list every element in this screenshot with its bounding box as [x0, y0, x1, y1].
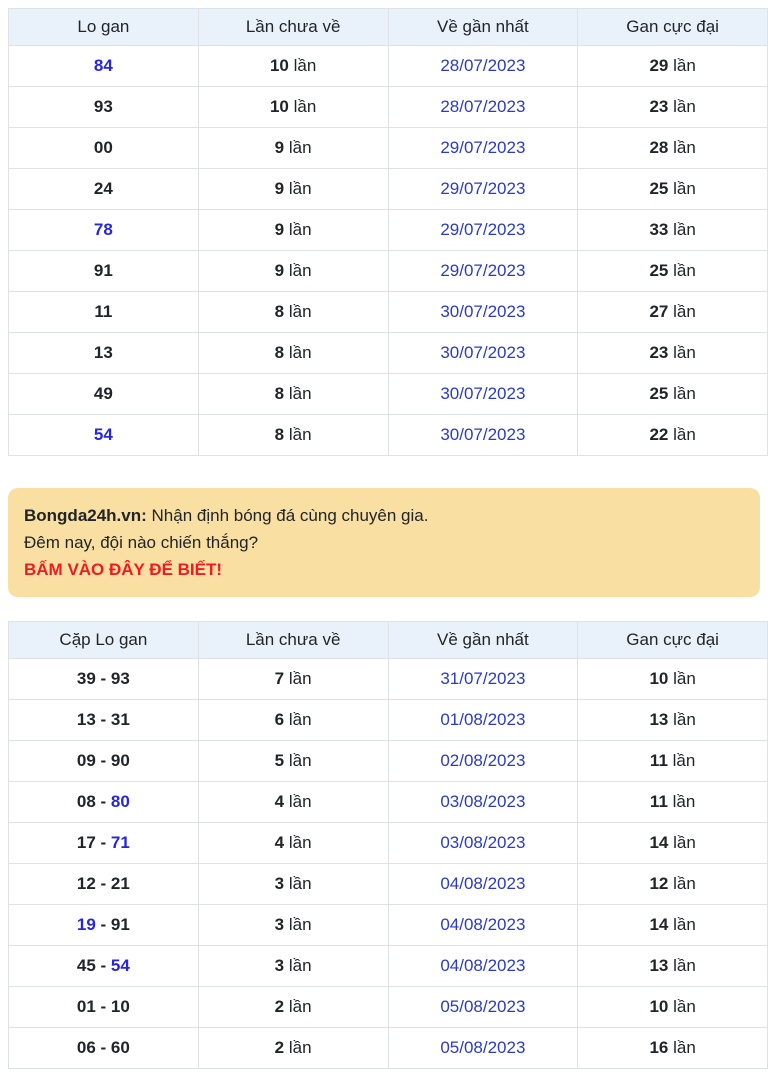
table-row — [9, 169, 768, 210]
max-gan-value: 11 — [649, 792, 668, 811]
times-value: 8 — [274, 302, 285, 321]
times-value: 9 — [274, 138, 285, 157]
last-return-date-cell — [388, 415, 578, 456]
lo-gan-cell — [9, 987, 199, 1028]
max-gan-value: 33 — [649, 220, 669, 239]
last-return-date-cell — [388, 251, 578, 292]
last-return-date-cell — [388, 46, 578, 87]
times-value: 5 — [274, 751, 285, 770]
max-gan-value: 25 — [649, 179, 669, 198]
date-link[interactable]: 01/08/2023 — [440, 710, 526, 729]
last-return-date-cell — [388, 700, 578, 741]
pair-separator: - — [95, 751, 111, 770]
max-gan-value: 14 — [649, 833, 669, 852]
lo-gan-number: 06 — [76, 1038, 96, 1057]
pair-separator: - — [95, 833, 111, 852]
table-row — [9, 333, 768, 374]
header-row — [9, 622, 768, 659]
max-gan-cell: 27 lần — [578, 292, 768, 333]
times-not-returned-cell: 3 lần — [198, 905, 388, 946]
pair-separator: - — [95, 915, 111, 934]
max-gan-cell: 25 lần — [578, 251, 768, 292]
last-return-date-cell — [388, 987, 578, 1028]
table-row — [9, 987, 768, 1028]
lo-gan-number-link[interactable]: 19 — [76, 915, 96, 934]
max-gan-value: 22 — [649, 425, 669, 444]
lo-gan-cell — [9, 659, 199, 700]
date-link[interactable]: 02/08/2023 — [440, 751, 526, 770]
lo-gan-number: 13 — [93, 343, 113, 362]
times-not-returned-cell: 4 lần — [198, 782, 388, 823]
last-return-date-cell — [388, 782, 578, 823]
table-row — [9, 782, 768, 823]
table-row — [9, 251, 768, 292]
last-return-date-cell — [388, 823, 578, 864]
max-gan-value: 14 — [649, 915, 669, 934]
promo-line-2: Đêm nay, đội nào chiến thắng? — [24, 533, 259, 552]
last-return-date-cell — [388, 169, 578, 210]
table-row — [9, 210, 768, 251]
max-gan-value: 28 — [649, 138, 669, 157]
date-link[interactable]: 04/08/2023 — [440, 874, 526, 893]
times-value: 8 — [274, 425, 285, 444]
max-gan-cell: 10 lần — [578, 659, 768, 700]
max-gan-cell: 13 lần — [578, 700, 768, 741]
lo-gan-number-link[interactable]: 71 — [110, 833, 130, 852]
lo-gan-number: 39 — [76, 669, 96, 688]
promo-line-1 — [24, 502, 744, 529]
lo-gan-cell — [9, 46, 199, 87]
lo-gan-number: 49 — [93, 384, 113, 403]
times-value: 3 — [274, 915, 285, 934]
date-link[interactable]: 05/08/2023 — [440, 997, 526, 1016]
times-value: 10 — [269, 56, 289, 75]
max-gan-cell: 23 lần — [578, 333, 768, 374]
times-not-returned-cell: 8 lần — [198, 374, 388, 415]
max-gan-cell: 29 lần — [578, 46, 768, 87]
pair-separator: - — [95, 710, 111, 729]
times-not-returned-cell: 3 lần — [198, 864, 388, 905]
max-gan-cell: 10 lần — [578, 987, 768, 1028]
table-row — [9, 659, 768, 700]
date-link[interactable]: 04/08/2023 — [440, 915, 526, 934]
max-gan-value: 23 — [649, 97, 669, 116]
promo-brand: Bongda24h.vn: — [24, 506, 147, 525]
column-header-ve-gan-nhat: Về gần nhất — [388, 9, 578, 46]
max-gan-value: 25 — [649, 261, 669, 280]
date-link[interactable]: 30/07/2023 — [440, 302, 526, 321]
table-row — [9, 905, 768, 946]
max-gan-value: 25 — [649, 384, 669, 403]
times-not-returned-cell: 2 lần — [198, 987, 388, 1028]
header-row — [9, 9, 768, 46]
max-gan-cell: 11 lần — [578, 741, 768, 782]
table-row — [9, 415, 768, 456]
pair-separator: - — [95, 997, 111, 1016]
last-return-date-cell — [388, 87, 578, 128]
lo-gan-number: 01 — [76, 997, 96, 1016]
column-header-ve-gan-nhat: Về gần nhất — [388, 622, 578, 659]
max-gan-value: 11 — [649, 751, 668, 770]
last-return-date-cell — [388, 292, 578, 333]
date-link[interactable]: 29/07/2023 — [440, 220, 526, 239]
lo-gan-cell — [9, 333, 199, 374]
times-value: 2 — [274, 1038, 285, 1057]
lo-gan-number: 45 — [76, 956, 96, 975]
cap-lo-gan-table — [8, 621, 768, 1069]
lo-gan-cell — [9, 210, 199, 251]
lo-gan-number: 91 — [110, 915, 130, 934]
lo-gan-number: 90 — [110, 751, 130, 770]
date-link[interactable]: 03/08/2023 — [440, 792, 526, 811]
table-row — [9, 292, 768, 333]
lo-gan-number: 60 — [110, 1038, 130, 1057]
table-row — [9, 741, 768, 782]
lo-gan-number-link[interactable]: 78 — [93, 220, 113, 239]
times-value: 9 — [274, 261, 285, 280]
pair-separator: - — [95, 669, 111, 688]
lo-gan-cell — [9, 782, 199, 823]
last-return-date-cell — [388, 741, 578, 782]
lo-gan-cell — [9, 374, 199, 415]
times-value: 8 — [274, 343, 285, 362]
lo-gan-number: 12 — [76, 874, 96, 893]
lo-gan-cell — [9, 169, 199, 210]
max-gan-value: 10 — [649, 669, 669, 688]
table-row — [9, 864, 768, 905]
max-gan-cell: 13 lần — [578, 946, 768, 987]
column-header-cap-lo-gan: Cặp Lo gan — [9, 622, 199, 659]
date-link[interactable]: 05/08/2023 — [440, 1038, 526, 1057]
table-row — [9, 700, 768, 741]
times-not-returned-cell: 4 lần — [198, 823, 388, 864]
times-value: 4 — [274, 833, 285, 852]
lo-gan-number: 10 — [110, 997, 130, 1016]
pair-separator: - — [95, 1038, 111, 1057]
max-gan-cell: 25 lần — [578, 374, 768, 415]
times-value: 6 — [274, 710, 285, 729]
lo-gan-number: 00 — [93, 138, 113, 157]
lo-gan-number-link[interactable]: 80 — [110, 792, 130, 811]
max-gan-value: 13 — [649, 710, 669, 729]
lo-gan-number: 11 — [94, 302, 113, 321]
lo-gan-cell — [9, 292, 199, 333]
max-gan-value: 12 — [649, 874, 669, 893]
times-not-returned-cell: 3 lần — [198, 946, 388, 987]
times-not-returned-cell: 8 lần — [198, 333, 388, 374]
times-not-returned-cell: 10 lần — [198, 46, 388, 87]
table-row — [9, 823, 768, 864]
date-link[interactable]: 04/08/2023 — [440, 956, 526, 975]
max-gan-cell: 28 lần — [578, 128, 768, 169]
table-row — [9, 1028, 768, 1069]
lo-gan-cell — [9, 823, 199, 864]
last-return-date-cell — [388, 333, 578, 374]
lo-gan-number-link[interactable]: 54 — [110, 956, 130, 975]
date-link[interactable]: 28/07/2023 — [440, 97, 526, 116]
lo-gan-table-header — [9, 9, 768, 46]
times-not-returned-cell: 9 lần — [198, 169, 388, 210]
date-link[interactable]: 29/07/2023 — [440, 179, 526, 198]
times-value: 7 — [274, 669, 285, 688]
max-gan-cell: 22 lần — [578, 415, 768, 456]
cap-lo-gan-table-header — [9, 622, 768, 659]
table-row — [9, 46, 768, 87]
last-return-date-cell — [388, 1028, 578, 1069]
max-gan-cell: 16 lần — [578, 1028, 768, 1069]
max-gan-cell: 33 lần — [578, 210, 768, 251]
lo-gan-table — [8, 8, 768, 456]
date-link[interactable]: 30/07/2023 — [440, 343, 526, 362]
lo-gan-cell — [9, 1028, 199, 1069]
times-value: 10 — [269, 97, 289, 116]
max-gan-cell: 11 lần — [578, 782, 768, 823]
lo-gan-number: 24 — [93, 179, 113, 198]
lo-gan-number: 93 — [110, 669, 130, 688]
last-return-date-cell — [388, 864, 578, 905]
max-gan-cell: 14 lần — [578, 905, 768, 946]
times-not-returned-cell: 7 lần — [198, 659, 388, 700]
times-not-returned-cell: 10 lần — [198, 87, 388, 128]
column-header-gan-cuc-dai: Gan cực đại — [578, 9, 768, 46]
column-header-lan-chua-ve: Lần chưa về — [198, 9, 388, 46]
times-not-returned-cell: 9 lần — [198, 251, 388, 292]
table-row — [9, 946, 768, 987]
times-value: 9 — [274, 220, 285, 239]
date-link[interactable]: 28/07/2023 — [440, 56, 526, 75]
lo-gan-number: 08 — [76, 792, 96, 811]
promo-line-1-text: Nhận định bóng đá cùng chuyên gia. — [151, 506, 429, 525]
lo-gan-table-body — [9, 46, 768, 456]
max-gan-cell: 12 lần — [578, 864, 768, 905]
column-header-lo-gan: Lo gan — [9, 9, 199, 46]
times-value: 8 — [274, 384, 285, 403]
max-gan-value: 13 — [649, 956, 669, 975]
lo-gan-cell — [9, 946, 199, 987]
lo-gan-number: 17 — [76, 833, 96, 852]
last-return-date-cell — [388, 210, 578, 251]
last-return-date-cell — [388, 946, 578, 987]
max-gan-value: 10 — [649, 997, 669, 1016]
times-not-returned-cell: 2 lần — [198, 1028, 388, 1069]
max-gan-cell: 25 lần — [578, 169, 768, 210]
times-value: 9 — [274, 179, 285, 198]
date-link[interactable]: 29/07/2023 — [440, 261, 526, 280]
column-header-gan-cuc-dai: Gan cực đại — [578, 622, 768, 659]
last-return-date-cell — [388, 128, 578, 169]
pair-separator: - — [95, 792, 111, 811]
promo-banner[interactable] — [8, 488, 760, 597]
table-row — [9, 374, 768, 415]
lo-gan-cell — [9, 128, 199, 169]
lo-gan-number-link[interactable]: 54 — [93, 425, 113, 444]
lo-gan-cell — [9, 905, 199, 946]
times-not-returned-cell: 8 lần — [198, 415, 388, 456]
date-link[interactable]: 30/07/2023 — [440, 384, 526, 403]
date-link[interactable]: 03/08/2023 — [440, 833, 526, 852]
lo-gan-number: 13 — [76, 710, 96, 729]
max-gan-cell: 14 lần — [578, 823, 768, 864]
lo-gan-cell — [9, 741, 199, 782]
last-return-date-cell — [388, 659, 578, 700]
lo-gan-cell — [9, 864, 199, 905]
pair-separator: - — [95, 874, 111, 893]
times-not-returned-cell: 5 lần — [198, 741, 388, 782]
lo-gan-cell — [9, 251, 199, 292]
table-row — [9, 87, 768, 128]
column-header-lan-chua-ve: Lần chưa về — [198, 622, 388, 659]
times-value: 3 — [274, 874, 285, 893]
date-link[interactable]: 30/07/2023 — [440, 425, 526, 444]
date-link[interactable]: 31/07/2023 — [440, 669, 526, 688]
max-gan-cell: 23 lần — [578, 87, 768, 128]
pair-separator: - — [95, 956, 111, 975]
times-not-returned-cell: 9 lần — [198, 128, 388, 169]
times-not-returned-cell: 6 lần — [198, 700, 388, 741]
lo-gan-number-link[interactable]: 84 — [93, 56, 113, 75]
lo-gan-cell — [9, 87, 199, 128]
lo-gan-cell — [9, 415, 199, 456]
lo-gan-number: 09 — [76, 751, 96, 770]
lo-gan-number: 21 — [110, 874, 130, 893]
table-row — [9, 128, 768, 169]
date-link[interactable]: 29/07/2023 — [440, 138, 526, 157]
max-gan-value: 16 — [649, 1038, 669, 1057]
times-value: 2 — [274, 997, 285, 1016]
max-gan-value: 27 — [649, 302, 669, 321]
max-gan-value: 29 — [649, 56, 669, 75]
times-value: 4 — [274, 792, 285, 811]
promo-cta-link[interactable]: BẤM VÀO ĐÂY ĐỂ BIẾT! — [24, 560, 223, 579]
max-gan-value: 23 — [649, 343, 669, 362]
times-not-returned-cell: 8 lần — [198, 292, 388, 333]
lo-gan-number: 31 — [110, 710, 130, 729]
times-not-returned-cell: 9 lần — [198, 210, 388, 251]
lo-gan-number: 93 — [93, 97, 113, 116]
last-return-date-cell — [388, 374, 578, 415]
lo-gan-number: 91 — [93, 261, 113, 280]
last-return-date-cell — [388, 905, 578, 946]
times-value: 3 — [274, 956, 285, 975]
lo-gan-cell — [9, 700, 199, 741]
cap-lo-gan-table-body — [9, 659, 768, 1069]
